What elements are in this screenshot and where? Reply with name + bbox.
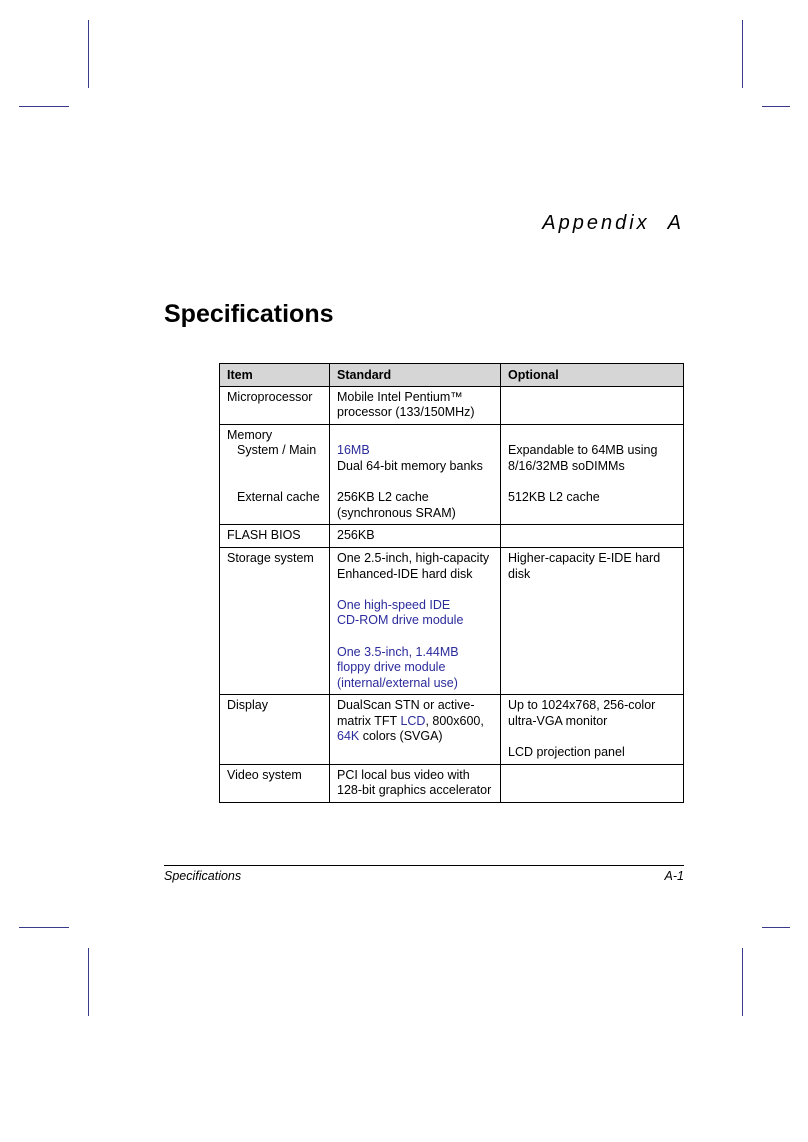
column-header-item: Item bbox=[220, 364, 330, 387]
crop-mark bbox=[88, 20, 89, 88]
column-header-optional: Optional bbox=[501, 364, 684, 387]
standard-text-line bbox=[337, 729, 494, 745]
standard-cell bbox=[330, 695, 501, 764]
footer-section-name: Specifications bbox=[164, 869, 242, 883]
specifications-table bbox=[219, 363, 684, 803]
optional-text: Expandable to 64MB using bbox=[508, 443, 658, 458]
footer-rule bbox=[164, 865, 684, 866]
optional-text: 8/16/32MB soDIMMs bbox=[508, 458, 625, 473]
crop-mark bbox=[19, 927, 69, 928]
cdrom-link[interactable]: One high-speed IDE bbox=[337, 597, 451, 612]
table-row-storage bbox=[220, 547, 684, 694]
optional-cell bbox=[501, 424, 684, 525]
table-row-memory bbox=[220, 424, 684, 525]
optional-text: Up to 1024x768, 256-color bbox=[508, 698, 656, 713]
floppy-link[interactable]: (internal/external use) bbox=[337, 675, 458, 690]
optional-text: LCD projection panel bbox=[508, 745, 625, 760]
crop-mark bbox=[742, 20, 743, 88]
crop-mark bbox=[742, 948, 743, 1016]
crop-mark bbox=[762, 106, 790, 107]
column-header-standard: Standard bbox=[330, 364, 501, 387]
floppy-link[interactable]: floppy drive module bbox=[337, 660, 446, 675]
optional-text: Higher-capacity E-IDE hard bbox=[508, 550, 661, 565]
standard-text: Enhanced-IDE hard disk bbox=[337, 566, 473, 581]
table-row-flash-bios bbox=[220, 525, 684, 548]
standard-text: 256KB L2 cache bbox=[337, 490, 429, 505]
standard-cell bbox=[330, 386, 501, 424]
optional-text: disk bbox=[508, 566, 531, 581]
standard-text: colors (SVGA) bbox=[359, 729, 443, 744]
row-label: FLASH BIOS bbox=[220, 525, 330, 548]
cdrom-link[interactable]: CD-ROM drive module bbox=[337, 613, 464, 628]
standard-text: DualScan STN or active- bbox=[337, 698, 475, 713]
standard-cell bbox=[330, 547, 501, 694]
optional-text: 512KB L2 cache bbox=[508, 490, 600, 505]
standard-text: Dual 64-bit memory banks bbox=[337, 458, 483, 473]
row-label: Video system bbox=[220, 764, 330, 802]
standard-text: processor (133/150MHz) bbox=[337, 405, 475, 420]
standard-text: Mobile Intel Pentium™ bbox=[337, 389, 463, 404]
row-label: Memory bbox=[227, 427, 273, 442]
optional-cell bbox=[501, 386, 684, 424]
optional-cell bbox=[501, 547, 684, 694]
sub-label-main: System / Main bbox=[237, 443, 317, 458]
standard-cell bbox=[330, 764, 501, 802]
standard-text-line bbox=[337, 714, 494, 730]
appendix-letter: A bbox=[667, 212, 684, 234]
table-row-microprocessor bbox=[220, 386, 684, 424]
row-label-cell bbox=[220, 424, 330, 525]
crop-mark bbox=[88, 948, 89, 1016]
standard-cell bbox=[330, 424, 501, 525]
appendix-word: Appendix bbox=[542, 212, 650, 234]
optional-cell bbox=[501, 525, 684, 548]
optional-cell bbox=[501, 764, 684, 802]
row-label: Storage system bbox=[220, 547, 330, 694]
memory-size-link[interactable]: 16MB bbox=[337, 443, 370, 458]
row-label: Microprocessor bbox=[220, 386, 330, 424]
standard-text: PCI local bus video with bbox=[337, 767, 470, 782]
page-title: Specifications bbox=[164, 300, 334, 328]
colors-link[interactable]: 64K bbox=[337, 729, 360, 744]
standard-text: 128-bit graphics accelerator bbox=[337, 783, 492, 798]
optional-text: ultra-VGA monitor bbox=[508, 713, 608, 728]
standard-cell: 256KB bbox=[330, 525, 501, 548]
optional-cell bbox=[501, 695, 684, 764]
lcd-link[interactable]: LCD bbox=[400, 713, 426, 728]
appendix-heading bbox=[420, 212, 684, 235]
table-row-display bbox=[220, 695, 684, 764]
floppy-link[interactable]: One 3.5-inch, 1.44MB bbox=[337, 644, 459, 659]
page-number: A-1 bbox=[664, 869, 684, 883]
standard-text: (synchronous SRAM) bbox=[337, 505, 456, 520]
crop-mark bbox=[762, 927, 790, 928]
row-label: Display bbox=[220, 695, 330, 764]
standard-text: , 800x600, bbox=[425, 713, 484, 728]
sub-label-cache: External cache bbox=[237, 490, 320, 505]
table-row-video bbox=[220, 764, 684, 802]
table-header-row bbox=[220, 364, 684, 387]
standard-text: One 2.5-inch, high-capacity bbox=[337, 550, 490, 565]
standard-text: matrix TFT bbox=[337, 713, 401, 728]
crop-mark bbox=[19, 106, 69, 107]
